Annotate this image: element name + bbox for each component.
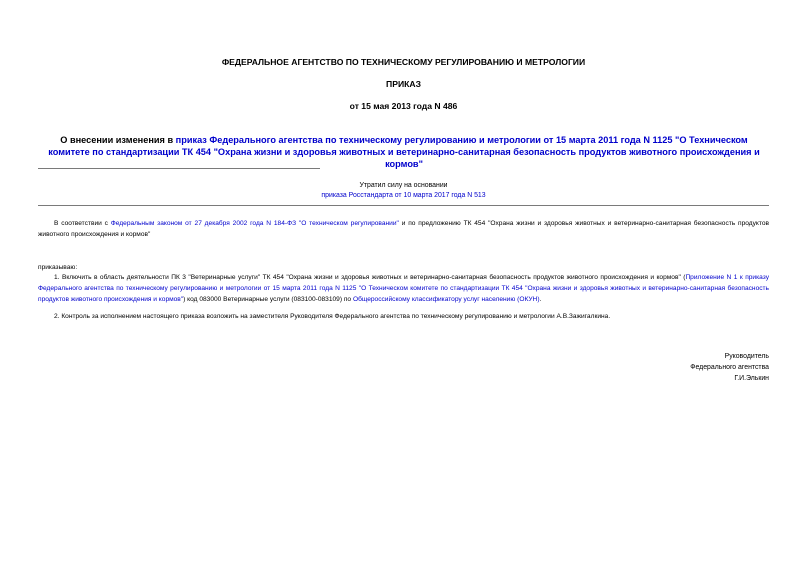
signature-org: Федерального агентства: [690, 364, 769, 371]
divider-long: [38, 205, 769, 206]
doc-subject: [40, 134, 768, 170]
lost-force-text: Утратил силу на основании: [359, 182, 448, 189]
prikazyvayu-label: приказываю:: [38, 264, 78, 271]
item-1-suffix: .: [539, 296, 542, 303]
item-1-paragraph: [38, 272, 769, 305]
doc-type-heading: ПРИКАЗ: [386, 79, 421, 89]
signature-title: Руководитель: [724, 353, 769, 360]
preamble-suffix: и по предложению ТК 454 "Охрана жизни и здоровья животных и ветеринарно-санитарная безопасность продуктов животного происхождения и кормов": [38, 220, 770, 238]
signature-name: Г.И.Элькин: [734, 375, 769, 382]
federal-law-link[interactable]: Федеральным законом от 27 декабря 2002 года N 184-ФЗ "О техническом регулировании": [110, 220, 399, 227]
lost-force-link[interactable]: приказа Росстандарта от 10 марта 2017 года N 513: [321, 192, 486, 199]
appendix-link[interactable]: Приложение N 1 к приказу Федерального агентства по техническому регулированию и метрологии от 15 марта 2011 года N 1125 "О Техническом комитете по стандартизации ТК 454 "Охрана жизни и здоровья животных и ветеринарно-санитарная безопасность продуктов животного происхождения и кормов": [38, 274, 769, 303]
item-1-middle: ) код 083000 Ветеринарные услуги (083100-083109) по: [183, 296, 353, 303]
preamble-paragraph: [38, 218, 769, 240]
divider-short: [38, 168, 320, 169]
subject-prefix: О внесении изменения в: [60, 135, 176, 145]
subject-link[interactable]: приказ Федерального агентства по техническому регулированию и метрологии от 15 марта 2011 года N 1125 "О Техническом комитете по стандартизации ТК 454 "Охрана жизни и здоровья животных и ветеринарно-санитарная безопасность продуктов животного происхождения и кормов": [48, 135, 760, 169]
doc-date: от 15 мая 2013 года N 486: [349, 101, 458, 111]
item-1-prefix: 1. Включить в область деятельности ПК 3 "Ветеринарные услуги" ТК 454 "Охрана жизни и здоровья животных и ветеринарно-санитарная безопасность продуктов животного происхождения и кормов" (: [54, 274, 686, 281]
lost-force-line: [0, 191, 807, 201]
preamble-prefix: В соответствии с: [54, 220, 111, 227]
okun-link[interactable]: Общероссийскому классификатору услуг населению (ОКУН): [352, 296, 540, 303]
agency-heading: ФЕДЕРАЛЬНОЕ АГЕНТСТВО ПО ТЕХНИЧЕСКОМУ РЕГУЛИРОВАНИЮ И МЕТРОЛОГИИ: [221, 57, 586, 67]
item-2-paragraph: 2. Контроль за исполнением настоящего приказа возложить на заместителя Руководителя Федерального агентства по техническому регулированию и метрологии А.В.Зажигалкина.: [54, 313, 611, 320]
